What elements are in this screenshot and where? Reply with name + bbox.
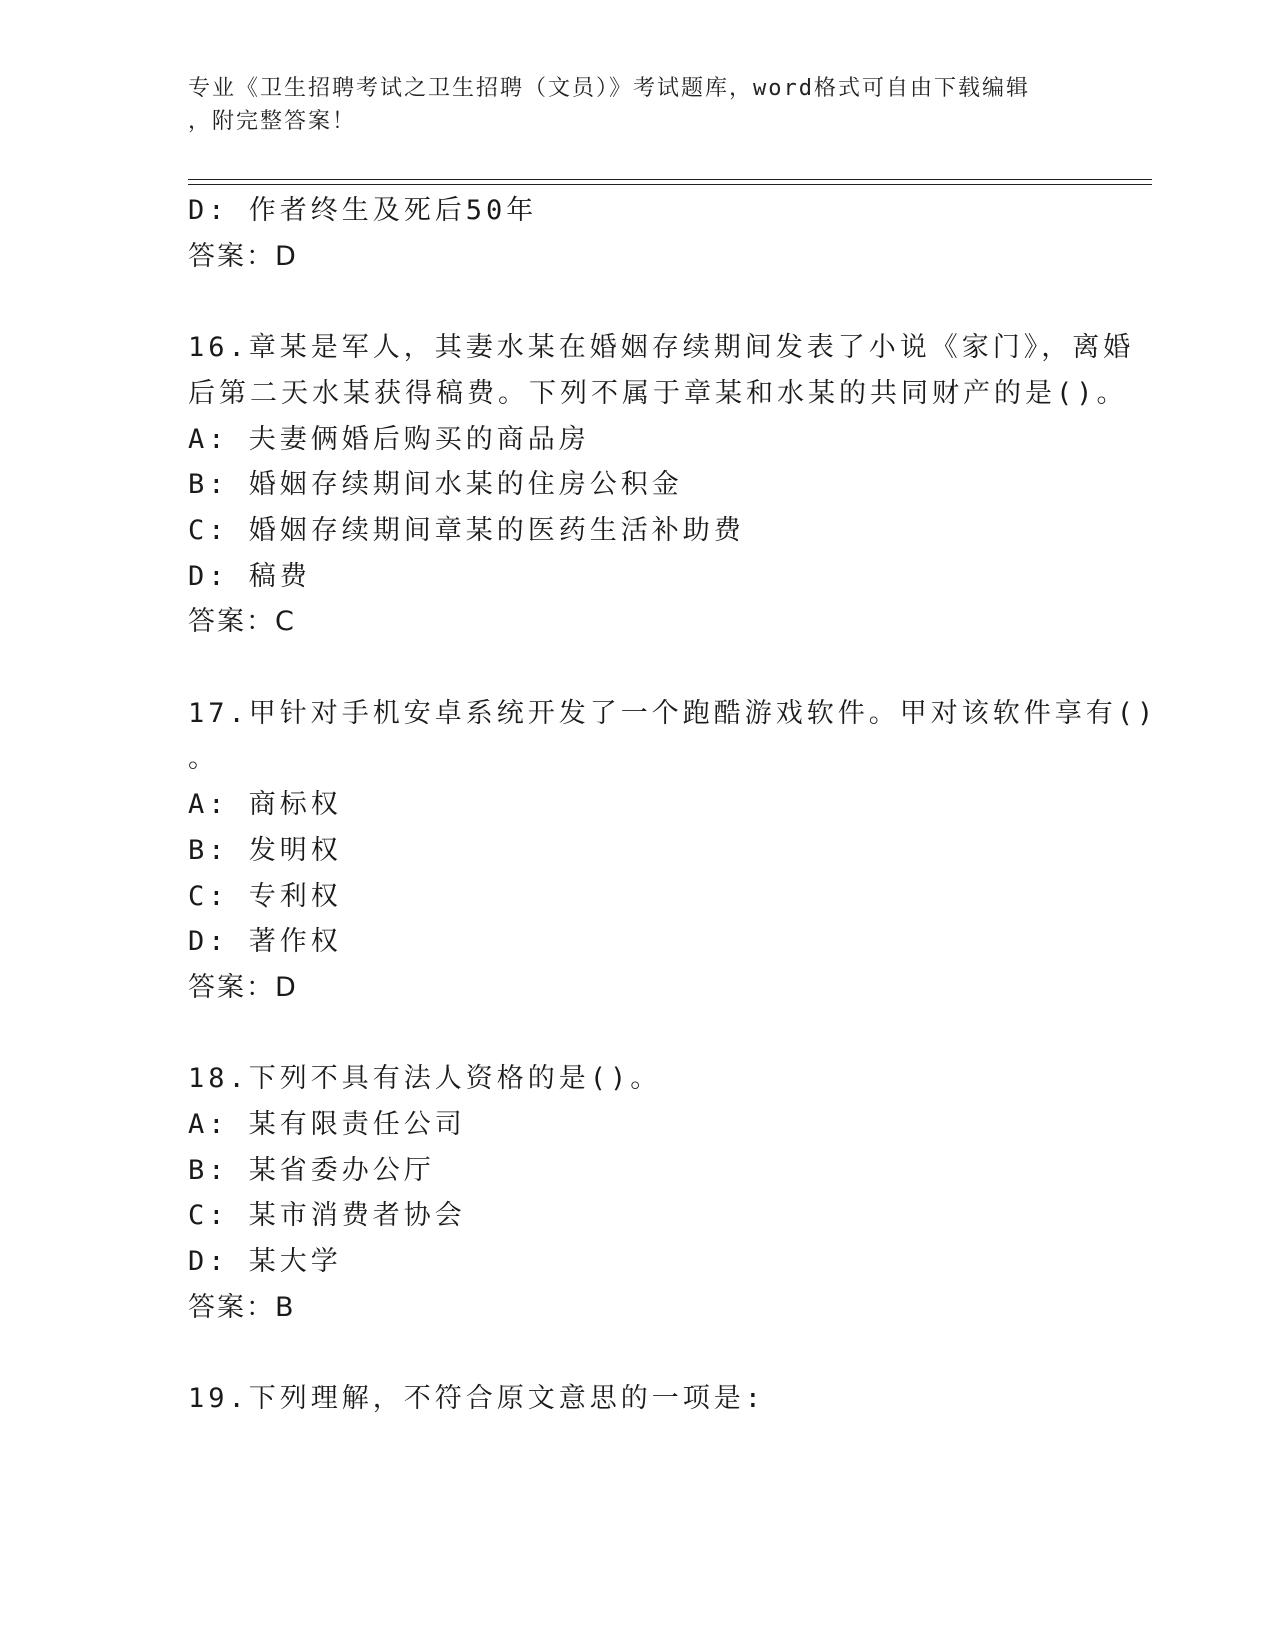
option-d: D: 著作权 xyxy=(188,926,342,958)
answer-line: 答案：B xyxy=(188,1291,296,1323)
spacer xyxy=(188,645,1088,691)
header-divider-top xyxy=(188,179,1152,180)
answer-line: 答案：D xyxy=(188,240,298,272)
question-stem-line: 后第二天水某获得稿费。下列不属于章某和水某的共同财产的是()。 xyxy=(188,377,1128,409)
spacer xyxy=(188,1011,1088,1057)
option-d: D: 作者终生及死后50年 xyxy=(188,195,538,226)
option-c: C: 婚姻存续期间章某的医药生活补助费 xyxy=(188,514,745,546)
question-stem-line: 19.下列理解，不符合原文意思的一项是: xyxy=(188,1383,766,1415)
option-b: B: 发明权 xyxy=(188,834,342,866)
answer-line: 答案：C xyxy=(188,606,296,638)
option-c: C: 某市消费者协会 xyxy=(188,1200,466,1232)
question-stem-line: 。 xyxy=(188,743,219,775)
option-b: B: 婚姻存续期间水某的住房公积金 xyxy=(188,469,683,501)
question-stem-line: 17.甲针对手机安卓系统开发了一个跑酷游戏软件。甲对该软件享有() xyxy=(188,697,1158,729)
question-18 xyxy=(188,1056,1088,1330)
question-stem-line: 16.章某是军人，其妻水某在婚姻存续期间发表了小说《家门》，离婚 xyxy=(188,332,1135,364)
option-a: A: 商标权 xyxy=(188,789,342,821)
option-d: D: 稿费 xyxy=(188,560,311,592)
question-16 xyxy=(188,325,1135,645)
header-line-2: ，附完整答案！ xyxy=(188,109,357,134)
header-divider-bottom xyxy=(188,184,1152,185)
option-a: A: 某有限责任公司 xyxy=(188,1109,466,1141)
answer-line: 答案：D xyxy=(188,971,298,1003)
option-b: B: 某省委办公厅 xyxy=(188,1154,435,1186)
spacer xyxy=(188,279,1088,325)
document-body xyxy=(188,188,1158,1422)
option-d: D: 某大学 xyxy=(188,1246,342,1278)
spacer xyxy=(188,1331,1088,1377)
question-19 xyxy=(188,1376,1088,1422)
option-c: C: 专利权 xyxy=(188,880,342,912)
question-stem-line: 18.下列不具有法人资格的是()。 xyxy=(188,1063,662,1095)
document-header xyxy=(188,72,1088,138)
option-a: A: 夫妻俩婚后购买的商品房 xyxy=(188,423,590,455)
header-line-1: 专业《卫生招聘考试之卫生招聘（文员）》考试题库，word格式可自由下载编辑 xyxy=(188,76,1030,101)
question-15-tail xyxy=(188,188,1088,279)
question-17 xyxy=(188,691,1158,1011)
